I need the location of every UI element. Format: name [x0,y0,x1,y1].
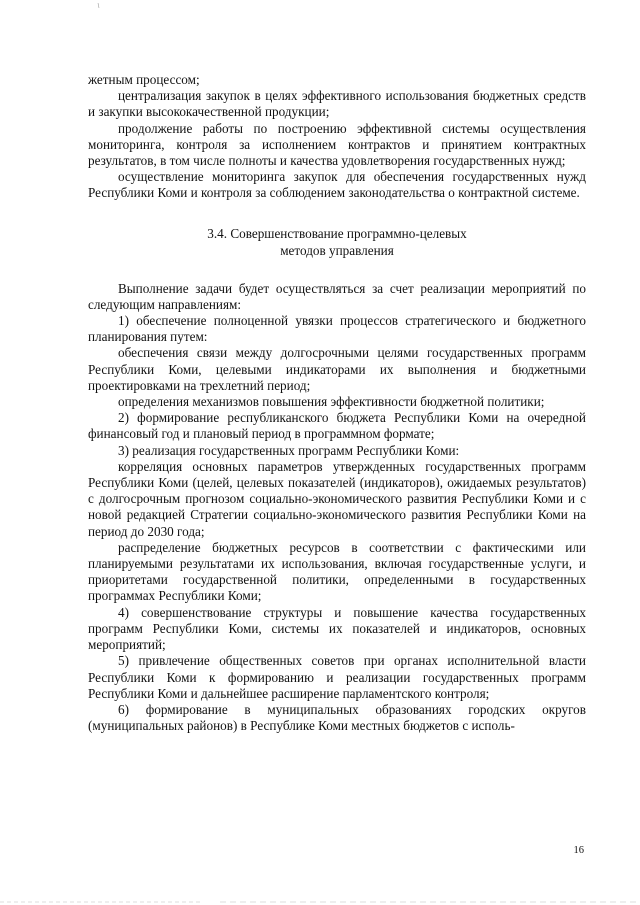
paragraph: Выполнение задачи будет осуществляться за счет реализации мероприятий по следующим направлениям: [88,280,586,312]
paragraph: 1) обеспечение полноценной увязки процессов стратегического и бюджетного планирования путем: [88,313,586,345]
section-heading [88,225,586,259]
paragraph: распределение бюджетных ресурсов в соответствии с фактическими или планируемыми результатами их использования, включая государственные услуги, и приоритетами государственной политики, определенными в государственных программах Республики Коми; [88,539,586,604]
paragraph: жетным процессом; [88,72,200,87]
scan-artifact-top [60,2,100,10]
page-number: 16 [573,845,584,856]
paragraph: корреляция основных параметров утвержденных государственных программ Республики Коми (целей, целевых показателей (индикаторов), ожидаемых результатов) с долгосрочным прогнозом социально-экономического развития Республики Коми и с новой редакцией Стратегии социально-экономического развития Республики Коми на период до 2030 года; [88,458,586,539]
text-block-bottom [88,281,586,735]
paragraph: 2) формирование республиканского бюджета Республики Коми на очередной финансовый год и плановый период в программном формате; [88,410,586,442]
paragraph: обеспечения связи между долгосрочными целями государственных программ Республики Коми, целевыми индикаторами их выполнения и бюджетными проектировками на трехлетний период; [88,345,586,393]
paragraph: 4) совершенствование структуры и повышение качества государственных программ Республики Коми, системы их показателей и индикаторов, основных мероприятий; [88,604,586,653]
paragraph: определения механизмов повышения эффективности бюджетной политики; [118,394,545,410]
paragraph: 3) реализация государственных программ Республики Коми: [118,442,460,458]
document-body [88,72,586,734]
paragraph: осуществление мониторинга закупок для обеспечения государственных нужд Республики Коми и контроля за соблюдением законодательства о контрактной системе. [88,169,586,201]
paragraph: продолжение работы по построению эффективной системы осуществления мониторинга, контроля за исполнением контрактов и принятием контрактных результатов, в том числе полноты и качества удовлетворения государственных нужд; [88,120,586,169]
section-heading-line-1: 3.4. Совершенствование программно-целевых [207,225,467,241]
paragraph: централизация закупок в целях эффективного использования бюджетных средств и закупки высококачественной продукции; [88,88,586,120]
text-block-top [88,72,586,202]
section-heading-line-2: методов управления [280,242,394,258]
paragraph: 5) привлечение общественных советов при органах исполнительной власти Республики Коми к формированию и реализации государственных программ Республики Коми и дальнейшее расширение парламентского контроля; [88,653,586,701]
paragraph: 6) формирование в муниципальных образованиях городских округов (муниципальных районов) в Республике Коми местных бюджетов с исполь- [88,701,586,734]
scan-artifact-bottom [0,892,640,904]
